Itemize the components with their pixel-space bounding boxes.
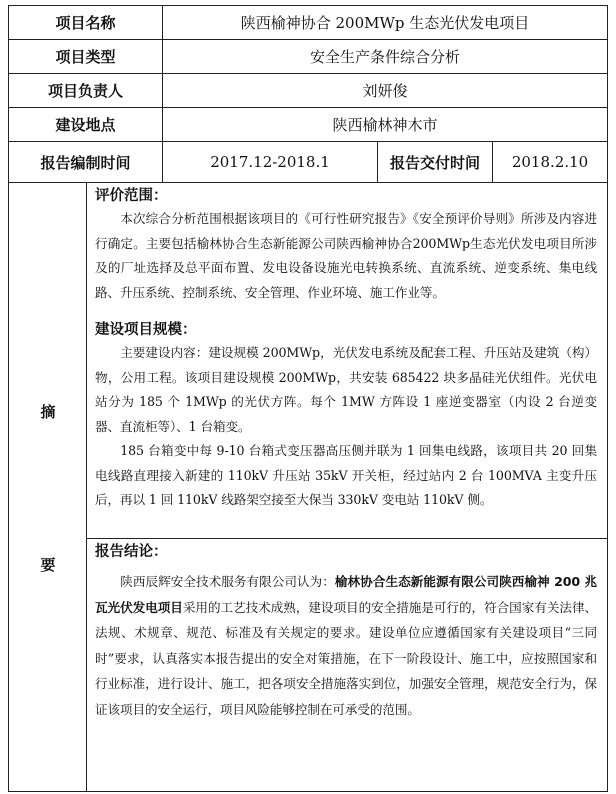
location-value: 陕西榆林神木市	[332, 116, 438, 134]
row-report-dates	[9, 142, 607, 183]
conclusion-text	[95, 569, 597, 722]
project-type-label: 项目类型	[9, 40, 163, 73]
location-label: 建设地点	[9, 108, 163, 141]
project-lead-value: 刘妍俊	[362, 82, 408, 100]
report-period-label: 报告编制时间	[9, 142, 163, 182]
scale-text-1: 主要建设内容：建设规模 200MWp，光伏发电系统及配套工程、升压站及建筑（构）物，公用工程。该项目建设规模 200MWp，共安装 685422 块多晶硅光伏组件。光伏电站分为 185 个 1MWp 的光伏方阵。每个 1MW 方阵设 1 座逆变器室（内设 2 台逆变器、直流柜等）、1 台箱变。	[95, 345, 597, 434]
report-period-value: 2017.12-2018.1	[163, 142, 378, 182]
abstract-label-char-2: 要	[40, 556, 56, 574]
row-location	[9, 108, 607, 142]
conclusion-heading: 报告结论：	[95, 544, 168, 560]
scale-heading: 建设项目规模：	[95, 322, 197, 338]
delivery-label: 报告交付时间	[378, 142, 493, 182]
conclusion-bold: 榆林协合生态新能源有限公司陕西榆神 200 兆瓦光伏发电项目	[95, 574, 597, 615]
project-name-value: 陕西榆神协合 200MWp 生态光伏发电项目	[240, 14, 530, 32]
row-project-type	[9, 40, 607, 74]
scope-section	[87, 185, 607, 305]
scope-heading: 评价范围：	[95, 188, 168, 204]
abstract-content	[87, 183, 607, 791]
scale-section	[87, 319, 607, 513]
abstract-section	[9, 183, 607, 791]
abstract-label-char-1: 摘	[40, 403, 56, 421]
scope-text: 本次综合分析范围根据该项目的《可行性研究报告》《安全预评价导则》所涉及内容进行确定。主要包括榆林协合生态新能源公司陕西榆神协合200MWp生态光伏发电项目所涉及的厂址选择及总平面布置、发电设备设施光电转换系统、直流系统、逆变系统、集电线路、升压系统、控制系统、安全管理、作业环境、施工作业等。	[95, 211, 597, 300]
project-type-value: 安全生产条件综合分析	[309, 48, 460, 66]
scale-text-2: 185 台箱变中每 9-10 台箱式变压器高压侧并联为 1 回集电线路，该项目共 20 回集电线路直理接入新建的 110kV 升压站 35kV 开关柜，经过站内 2 台 100MVA 主变升压后，再以 1 回 110kV 线路架空接至大保当 330kV 变电站 110kV 侧。	[95, 443, 597, 507]
conclusion-divider	[87, 538, 607, 539]
row-project-name	[9, 6, 607, 40]
row-project-lead	[9, 74, 607, 108]
abstract-side-label	[9, 183, 87, 791]
delivery-value: 2018.2.10	[511, 153, 589, 171]
conclusion-rest: 采用的工艺技术成熟，建设项目的安全措施是可行的，符合国家有关法律、法规、术规章、规范、标准及有关规定的要求。建设单位应遵循国家有关建设项目“三同时”要求，认真落实本报告提出的安全对策措施，在下一阶段设计、施工中，应按照国家和行业标准，进行设计、施工，把各项安全措施落实到位，加强安全管理，规范安全行为，保证该项目的安全运行，项目风险能够控制在可承受的范围。	[95, 599, 597, 717]
conclusion-section	[87, 541, 607, 722]
conclusion-prefix: 陕西辰辉安全技术服务有限公司认为：	[120, 574, 335, 589]
project-lead-label: 项目负责人	[9, 74, 163, 107]
project-name-label: 项目名称	[9, 6, 163, 39]
project-info-sheet	[8, 5, 608, 792]
